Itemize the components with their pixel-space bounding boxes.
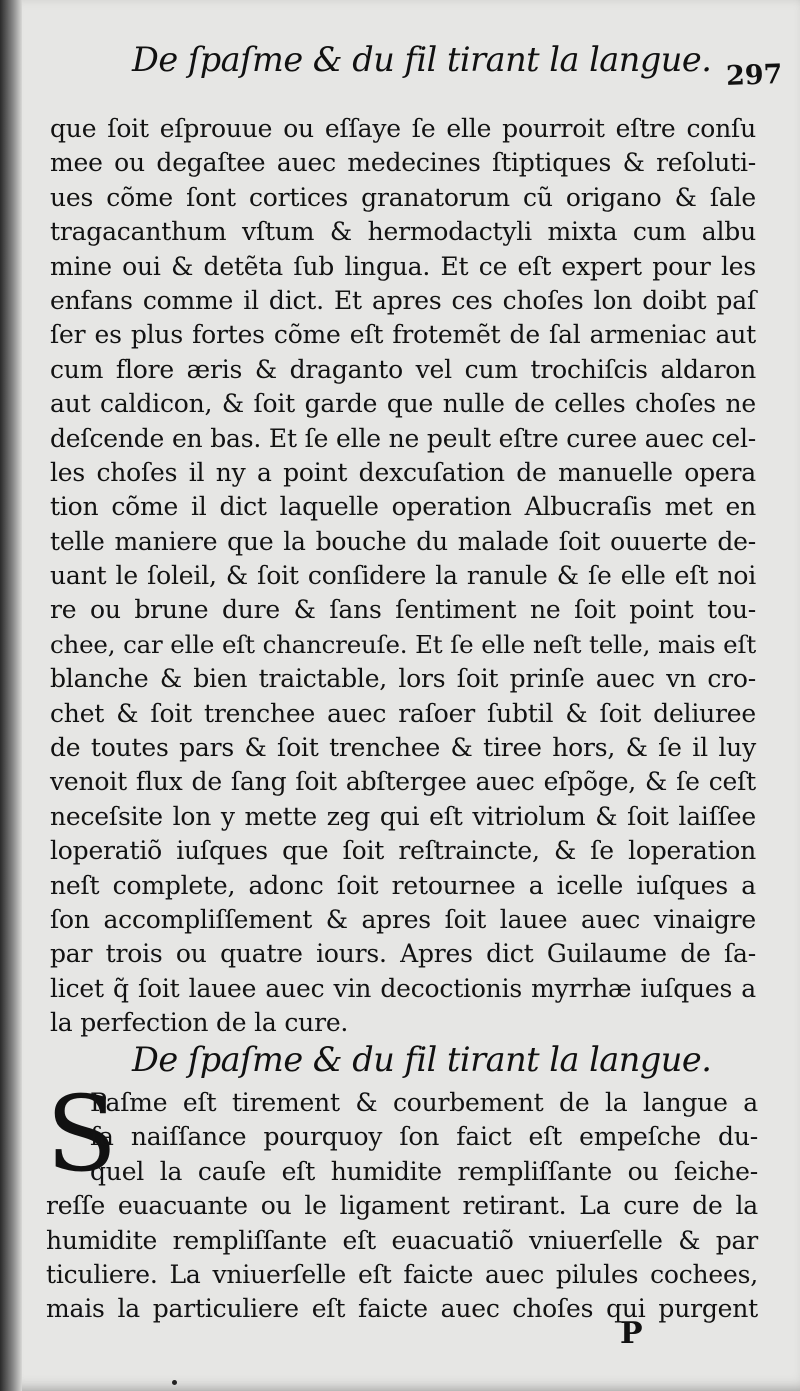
text-line: ticuliere. La vniuerſelle eſt faicte auec pilules cochees, bbox=[46, 1259, 758, 1289]
page-number: 297 bbox=[725, 59, 783, 92]
text-line: telle maniere que la bouche du malade ſoit ouuerte de- bbox=[50, 526, 756, 556]
text-line: chee, car elle eſt chancreuſe. Et ſe elle neſt telle, mais eſt bbox=[50, 629, 756, 659]
text-line: venoit flux de ſang ſoit abſtergee auec eſpõge, & ſe ceſt bbox=[50, 767, 756, 797]
text-line: blanche & bien traictable, lors ſoit prinſe auec vn cro- bbox=[50, 664, 756, 694]
text-line: humidite rempliſſante eſt euacuatiõ vniuerſelle & par bbox=[46, 1225, 758, 1255]
page-gutter-shadow bbox=[0, 0, 22, 1391]
text-line: de toutes pars & ſoit trenchee & tiree hors, & ſe il luy bbox=[50, 733, 756, 763]
text-line: loperatiõ iuſques que ſoit reſtraincte, & ſe loperation bbox=[50, 836, 756, 866]
text-line: neſt complete, adonc ſoit retournee a icelle iuſques a bbox=[50, 870, 756, 900]
text-line: uant le ſoleil, & ſoit conſidere la ranule & ſe elle eſt noi bbox=[50, 561, 756, 591]
text-line: ues cõme ſont cortices granatorum cũ origano & ſale bbox=[50, 182, 756, 212]
text-line: par trois ou quatre iours. Apres dict Guilaume de ſa- bbox=[50, 939, 756, 969]
text-line: cum flore æris & draganto vel cum trochiſcis aldaron bbox=[50, 354, 756, 384]
text-line: que ſoit eſprouue ou eſſaye ſe elle pourroit eſtre conſu bbox=[50, 114, 756, 143]
text-line: re ou brune dure & ſans ſentiment ne ſoit point tou- bbox=[50, 595, 756, 625]
text-line: ſer es plus fortes cõme eſt frotemẽt de ſal armeniac aut bbox=[50, 320, 756, 350]
text-line: mee ou degaſtee auec medecines ſtiptiques & reſoluti- bbox=[50, 148, 756, 178]
text-line: tragacanthum vſtum & hermodactyli mixta cum albu bbox=[50, 217, 756, 247]
body-paragraph bbox=[50, 112, 756, 1041]
text-line: ſa naiſſance pourquoy ſon faict eſt empeſche du- bbox=[90, 1122, 758, 1152]
text-line: licet q̃ ſoit lauee auec vin decoctionis myrrhæ iuſques a bbox=[50, 973, 756, 1003]
text-line: enfans comme il dict. Et apres ces choſes lon doibt paſ bbox=[50, 285, 756, 315]
running-head: De ſpaſme & du fil tirant la langue. bbox=[132, 40, 712, 79]
text-line: ſon accompliſſement & apres ſoit lauee auec vinaigre bbox=[50, 904, 756, 934]
text-line: reſſe euacuante ou le ligament retirant. La cure de la bbox=[46, 1191, 758, 1221]
text-line: chet & ſoit trenchee auec raſoer ſubtil & ſoit deliuree bbox=[50, 698, 756, 728]
text-line: Paſme eſt tirement & courbement de la langue a bbox=[90, 1088, 758, 1117]
text-line: mais la particuliere eſt faicte auec choſes qui purgent bbox=[46, 1294, 758, 1324]
section-heading: De ſpaſme & du fil tirant la langue. bbox=[132, 1040, 712, 1079]
text-line: neceſsite lon y mette zeg qui eſt vitriolum & ſoit laiſſee bbox=[50, 801, 756, 831]
text-line: quel la cauſe eſt humidite rempliſſante ou ſeiche- bbox=[90, 1156, 758, 1186]
text-line: deſcende en bas. Et ſe elle ne peult eſtre curee auec cel- bbox=[50, 423, 756, 453]
section-paragraph bbox=[46, 1086, 758, 1327]
signature-mark: P bbox=[620, 1316, 643, 1351]
text-line: tion cõme il dict laquelle operation Albucraſis met en bbox=[50, 492, 756, 522]
text-line: les choſes il ny a point dexcuſation de manuelle opera bbox=[50, 457, 756, 487]
text-line-last: la perfection de la cure. bbox=[50, 1008, 349, 1038]
ink-speck bbox=[172, 1380, 177, 1385]
drop-cap: S bbox=[46, 1073, 118, 1195]
text-line: mine oui & detẽta ſub lingua. Et ce eſt expert pour les bbox=[50, 251, 756, 281]
text-line: aut caldicon, & ſoit garde que nulle de celles choſes ne bbox=[50, 389, 756, 419]
